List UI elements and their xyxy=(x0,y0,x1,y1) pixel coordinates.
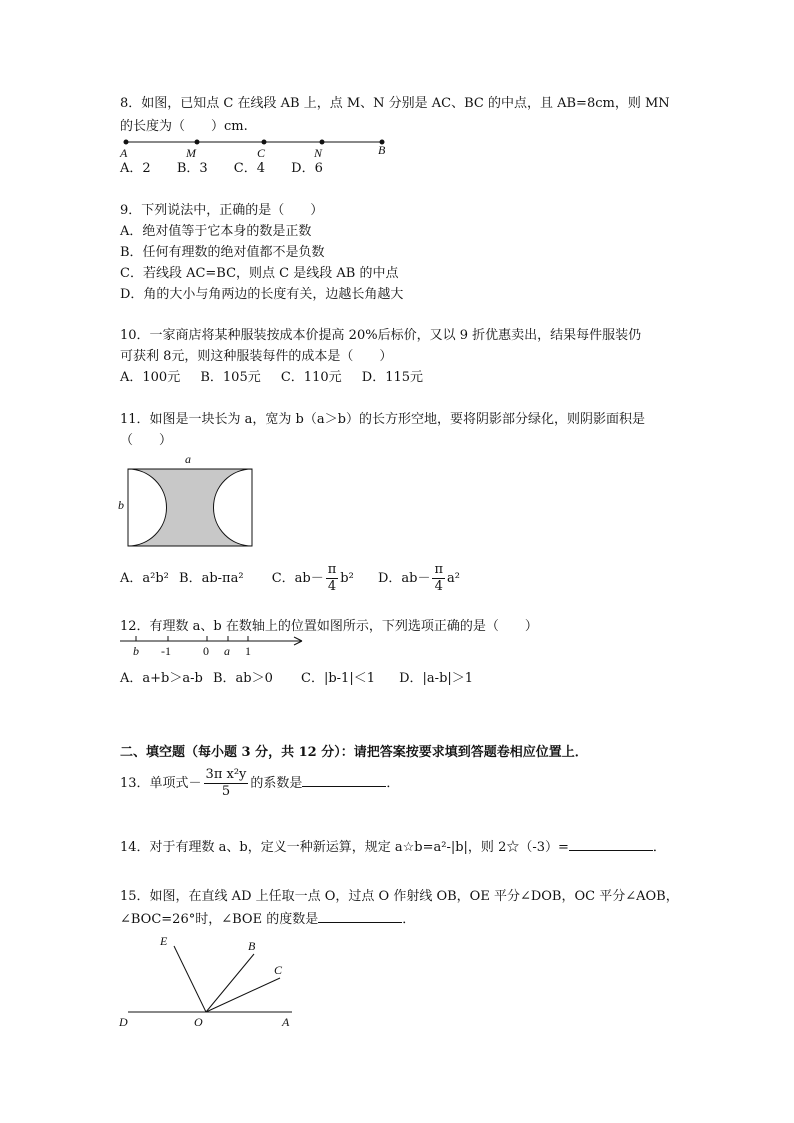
label-a: A xyxy=(282,1015,290,1029)
q11-rectangle-figure xyxy=(114,450,264,550)
q12-number-line xyxy=(118,632,318,660)
q9-option-d[interactable]: D．角的大小与角两边的长度有关，边越长角越大 xyxy=(120,287,404,302)
q10-option-a[interactable]: A．100元 xyxy=(120,370,181,385)
q8-stem-line1: 8．如图，已知点 C 在线段 AB 上，点 M、N 分别是 AC、BC 的中点，且 AB=8cm，则 MN xyxy=(120,96,670,111)
q15-end: ． xyxy=(402,912,416,927)
q11-option-c-fraction xyxy=(326,562,339,595)
q14-end: ． xyxy=(652,840,666,855)
axis-label-a: a xyxy=(224,644,230,658)
q12-option-c[interactable]: C．|b-1|＜1 xyxy=(301,671,375,686)
label-b: B xyxy=(378,143,386,157)
section2-heading: 二、填空题（每小题 3 分，共 12 分）：请把答案按要求填到答题卷相应位置上． xyxy=(120,745,588,760)
q11-option-d-fraction xyxy=(432,562,445,595)
q11-option-d-prefix: D．ab－ xyxy=(377,571,431,586)
q8-option-b[interactable]: B．3 xyxy=(176,161,208,176)
q13-prefix: 13．单项式－ xyxy=(120,776,202,791)
q13-numerator: 3π x²y xyxy=(205,767,247,782)
q9-option-a[interactable]: A．绝对值等于它本身的数是正数 xyxy=(120,224,312,239)
q14-answer-blank[interactable] xyxy=(569,838,653,851)
q11-option-b[interactable]: B．ab-πa² xyxy=(179,571,244,586)
q12-stem: 12．有理数 a、b 在数轴上的位置如图所示，下列选项正确的是（ ） xyxy=(120,619,538,634)
q9-stem: 9．下列说法中，正确的是（ ） xyxy=(120,203,324,218)
q10-stem-line2: 可获利 8元，则这种服装每件的成本是（ ） xyxy=(120,349,393,364)
point-c xyxy=(262,140,267,145)
q13-denominator: 5 xyxy=(221,784,231,799)
point-a xyxy=(124,140,129,145)
q13-fraction xyxy=(204,767,249,800)
q10-option-d[interactable]: D．115元 xyxy=(361,370,424,385)
q11-option-a[interactable]: A．a²b² xyxy=(120,571,169,586)
label-e: E xyxy=(160,934,168,948)
q10-stem-line1: 10．一家商店将某种服装按成本价提高 20%后标价，又以 9 折优惠卖出，结果每件服装仍 xyxy=(120,328,642,343)
q11-option-c-prefix: C．ab－ xyxy=(271,571,324,586)
axis-label-b: b xyxy=(133,644,139,658)
q11-option-c-denominator: 4 xyxy=(327,579,337,594)
axis-label-1: 1 xyxy=(245,644,251,658)
axis-label-0: 0 xyxy=(203,644,209,658)
q10-option-b[interactable]: B．105元 xyxy=(200,370,261,385)
label-o: O xyxy=(194,1015,203,1029)
q11-option-c-tail: b² xyxy=(340,571,354,586)
q11-stem-line1: 11．如图是一块长为 a，宽为 b（a＞b）的长方形空地，要将阴影部分绿化，则阴影面积是 xyxy=(120,412,645,427)
axis-label-neg1: -1 xyxy=(161,644,171,658)
q14-stem xyxy=(120,838,666,856)
q11-option-c[interactable] xyxy=(271,562,358,594)
label-length-a: a xyxy=(185,452,191,466)
label-d: D xyxy=(119,1015,128,1029)
q11-option-d-numerator: π xyxy=(434,562,444,577)
q12-option-b[interactable]: B．ab＞0 xyxy=(212,671,273,686)
q10-options xyxy=(120,370,445,386)
label-c: C xyxy=(274,963,283,977)
q8-option-a[interactable]: A．2 xyxy=(120,161,151,176)
label-c: C xyxy=(257,146,266,160)
q11-options xyxy=(120,562,460,596)
q11-option-d-tail: a² xyxy=(447,571,460,586)
q15-stem-line2-wrap xyxy=(120,910,415,928)
q15-angle-figure xyxy=(114,928,304,1032)
q15-stem-line1: 15．如图，在直线 AD 上任取一点 O，过点 O 作射线 OB，OE 平分∠DOB，OC 平分∠AOB， xyxy=(120,889,679,904)
label-b: B xyxy=(248,939,256,953)
q11-option-d-denominator: 4 xyxy=(434,579,443,594)
q15-answer-blank[interactable] xyxy=(318,910,402,923)
q11-option-c-numerator: π xyxy=(327,562,337,577)
q10-option-c[interactable]: C．110元 xyxy=(280,370,342,385)
ray-ob xyxy=(206,954,254,1012)
q8-options xyxy=(120,161,345,177)
q14-text: 14．对于有理数 a、b，定义一种新运算，规定 a☆b=a²-|b|，则 2☆（-3）= xyxy=(120,840,569,855)
q13-suffix: 的系数是 xyxy=(250,776,303,791)
label-a: A xyxy=(120,146,128,160)
q12-option-d[interactable]: D．|a-b|＞1 xyxy=(399,671,474,686)
q9-option-b[interactable]: B．任何有理数的绝对值都不是负数 xyxy=(120,245,325,260)
q8-stem-line2: 的长度为（ ）cm. xyxy=(120,119,248,134)
label-width-b: b xyxy=(118,498,124,512)
q13-stem xyxy=(120,764,399,804)
label-m: M xyxy=(186,146,196,160)
q9-option-c[interactable]: C．若线段 AC=BC，则点 C 是线段 AB 的中点 xyxy=(120,266,399,281)
q8-option-d[interactable]: D．6 xyxy=(291,161,323,176)
q13-end: ． xyxy=(386,776,400,791)
q13-answer-blank[interactable] xyxy=(302,774,386,787)
q11-option-d[interactable] xyxy=(377,562,460,594)
ray-oe xyxy=(174,946,206,1012)
ray-oc xyxy=(206,978,280,1012)
label-n: N xyxy=(314,146,323,160)
q12-option-a[interactable]: A．a+b＞a-b xyxy=(120,671,203,686)
q11-stem-line2: （ ） xyxy=(120,433,173,448)
q8-option-c[interactable]: C．4 xyxy=(233,161,265,176)
q8-segment-figure xyxy=(114,134,404,160)
point-m xyxy=(195,140,200,145)
q12-options xyxy=(120,671,473,687)
point-n xyxy=(320,140,325,145)
q15-stem-line2: ∠BOC=26°时，∠BOE 的度数是 xyxy=(120,912,319,927)
